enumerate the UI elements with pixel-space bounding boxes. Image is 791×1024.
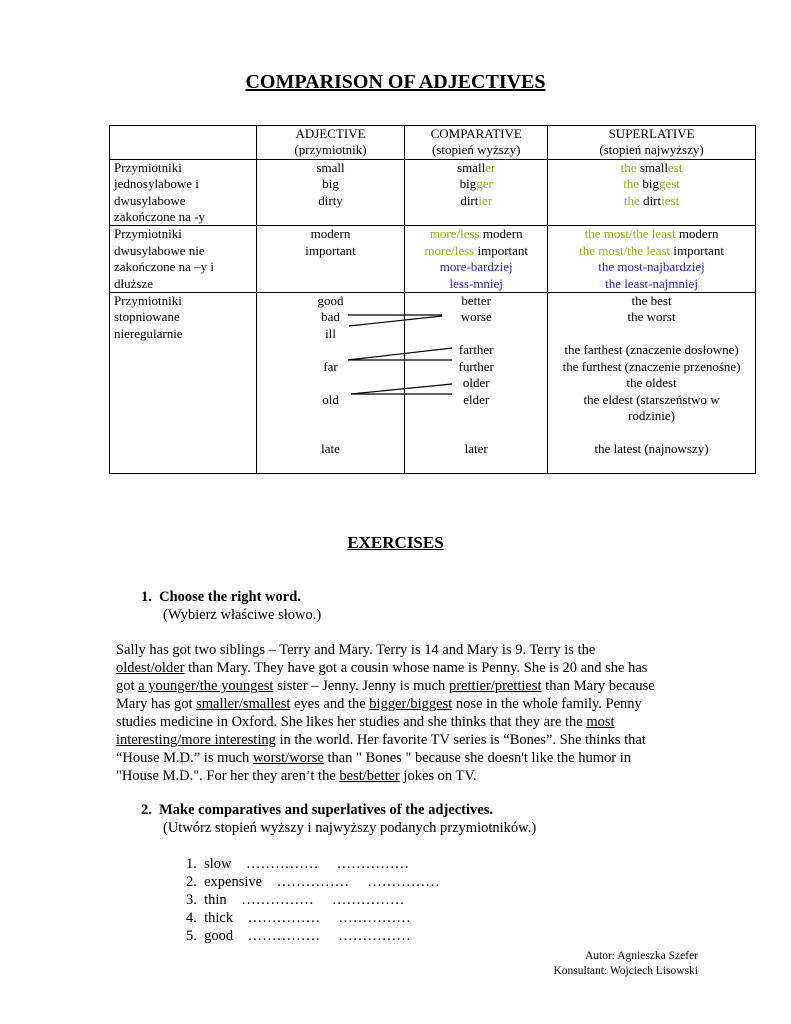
list-item: 3. thin …………… …………… (186, 892, 405, 908)
passage-line: oldest/older than Mary. They have got a cousin whose name is Penny. She is 20 and she has (116, 660, 648, 676)
exercises-heading: EXERCISES (347, 533, 444, 552)
answer-blank[interactable]: …………… …………… (276, 874, 440, 890)
table-row (110, 159, 756, 226)
table-row (110, 293, 756, 474)
list-item: 5. good …………… …………… (186, 928, 411, 944)
passage-line: got a younger/the youngest sister – Jenny. Jenny is much prettier/prettiest than Mary because (116, 678, 655, 694)
passage-line: studies medicine in Oxford. She likes her studies and she thinks that they are the most (116, 714, 615, 730)
answer-blank[interactable]: …………… …………… (247, 910, 411, 926)
table-header-row (110, 126, 756, 160)
header-empty-cell (110, 126, 257, 160)
passage-line: “House M.D.” is much worst/worse than " Bones " because she doesn't like the humor in (116, 750, 632, 766)
passage-line: "House M.D.". For her they aren’t the best/better jokes on TV. (116, 768, 477, 784)
page-title: COMPARISON OF ADJECTIVES (245, 71, 546, 93)
answer-option[interactable]: interesting/more interesting (116, 732, 276, 748)
superlative-cell: the most/the least modern the most/the least important the most-najbardziej the least-najmniej (548, 226, 756, 293)
answer-blank[interactable]: …………… …………… (241, 892, 405, 908)
superlative-cell: the best the worst the farthest (znaczenie dosłowne) the furthest (znaczenie przenośne) the oldest the eldest (starszeństwo w rodzinie) the latest (najnowszy) (548, 293, 756, 474)
exercise-1-passage (116, 641, 655, 785)
header-adjective: ADJECTIVE (przymiotnik) (256, 126, 405, 160)
header-comparative: COMPARATIVE (stopień wyższy) (405, 126, 548, 160)
exercise-2-header: 2. Make comparatives and superlatives of the adjectives. (Utwórz stopień wyższy i najwyższy podanych przymiotników.) (141, 802, 537, 836)
answer-option[interactable]: smaller/smallest (196, 696, 291, 712)
adjective-cell: small big dirty (256, 159, 405, 226)
consultant-credit: Konsultant: Wojciech Lisowski (553, 965, 698, 977)
comparative-cell: smaller bigger dirtier (405, 159, 548, 226)
superlative-cell: the smallest the biggest the dirtiest (548, 159, 756, 226)
passage-line: interesting/more interesting in the world. Her favorite TV series is “Bones”. She thinks that (116, 732, 646, 748)
answer-option[interactable]: worst/worse (252, 750, 324, 766)
answer-option[interactable]: oldest/older (116, 660, 185, 676)
passage-line: Sally has got two siblings – Terry and Mary. Terry is 14 and Mary is 9. Terry is the (116, 642, 596, 658)
answer-blank[interactable]: …………… …………… (247, 928, 411, 944)
list-item: 1. slow …………… …………… (186, 856, 410, 872)
row-label: Przymiotniki stopniowane nieregularnie (110, 293, 257, 474)
exercise-1-header: 1. Choose the right word. (Wybierz właściwe słowo.) (141, 589, 322, 623)
adjective-cell: modern important (256, 226, 405, 293)
footer-credits (553, 949, 698, 979)
list-item: 4. thick …………… …………… (186, 910, 411, 926)
header-superlative: SUPERLATIVE (stopień najwyższy) (548, 126, 756, 160)
row-label: Przymiotniki jednosylabowe i dwusylabowe zakończone na -y (110, 159, 257, 226)
answer-option[interactable]: prettier/prettiest (448, 678, 542, 694)
comparative-cell: more/less modern more/less important more-bardziej less-mniej (405, 226, 548, 293)
author-credit: Autor: Agnieszka Szefer (584, 950, 698, 962)
exercise-2-list (186, 855, 440, 945)
comparative-cell: better worse farther further older elder later (405, 293, 548, 474)
answer-option[interactable]: most (586, 714, 615, 730)
passage-line: Mary has got smaller/smallest eyes and the bigger/biggest nose in the whole family. Penny (116, 696, 642, 712)
answer-option[interactable]: best/better (339, 768, 400, 784)
adjective-cell: good bad ill far old late (256, 293, 405, 474)
table-row (110, 226, 756, 293)
comparison-table (109, 125, 756, 474)
row-label: Przymiotniki dwusylabowe nie zakończone na –y i dłuższe (110, 226, 257, 293)
list-item: 2. expensive …………… …………… (186, 874, 440, 890)
answer-option[interactable]: a younger/the youngest (138, 678, 274, 694)
answer-blank[interactable]: …………… …………… (246, 856, 410, 872)
answer-option[interactable]: bigger/biggest (369, 696, 453, 712)
